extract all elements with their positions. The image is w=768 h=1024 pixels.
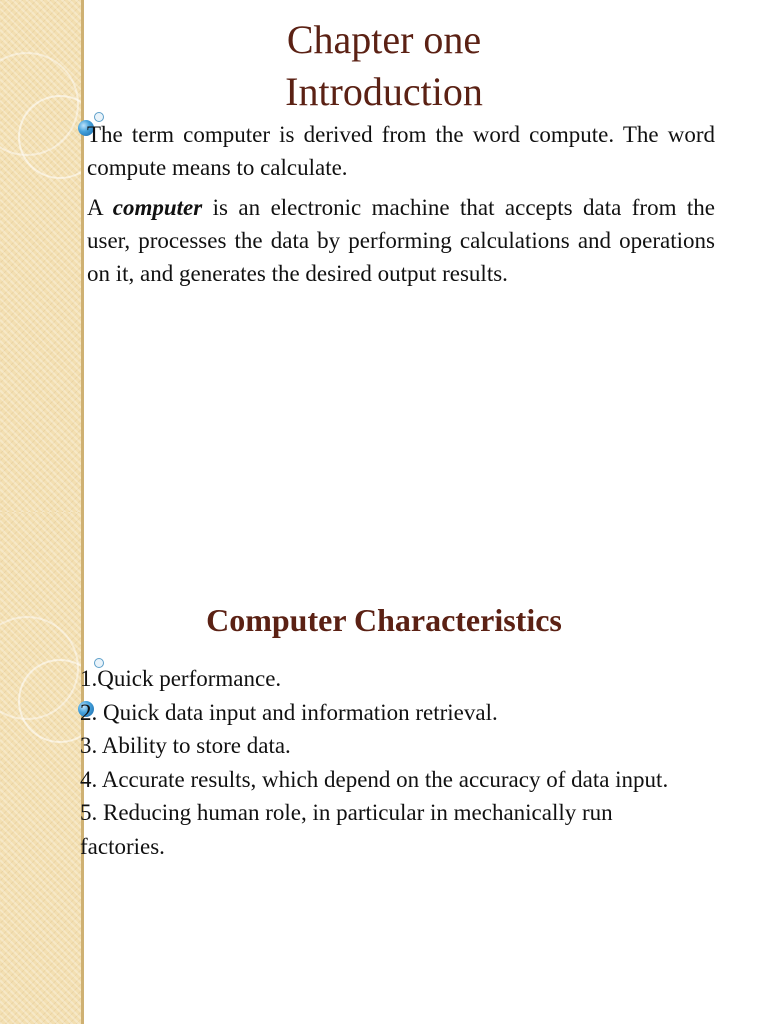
list-item: 2. Quick data input and information retrieval. (80, 699, 498, 725)
decorative-side-band (0, 512, 84, 1024)
slide-title: Computer Characteristics (206, 602, 562, 638)
list-item: 4. Accurate results, which depend on the accuracy of data input. (80, 766, 669, 792)
list-item: 1.Quick performance. (80, 666, 282, 691)
emphasized-term: computer (112, 195, 203, 220)
slide-characteristics (0, 512, 768, 1024)
list-item: 3. Ability to store data. (80, 733, 291, 758)
characteristics-list (80, 662, 700, 863)
title-line-1: Chapter one (286, 17, 482, 62)
title-line-2: Introduction (285, 69, 483, 114)
definition-paragraph: The term computer is derived from the word compute. The word compute means to calculate. (87, 122, 715, 180)
paragraph-body: is an electronic machine that accepts data from the user, processes the data by performing calculations and operations on it, and generates the desired output results. (87, 195, 715, 286)
paragraph-prefix: A (87, 195, 113, 220)
computer-definition-paragraph (87, 191, 715, 290)
slide-title (0, 14, 768, 118)
list-item: 5. Reducing human role, in particular in mechanically run factories. (80, 800, 613, 859)
